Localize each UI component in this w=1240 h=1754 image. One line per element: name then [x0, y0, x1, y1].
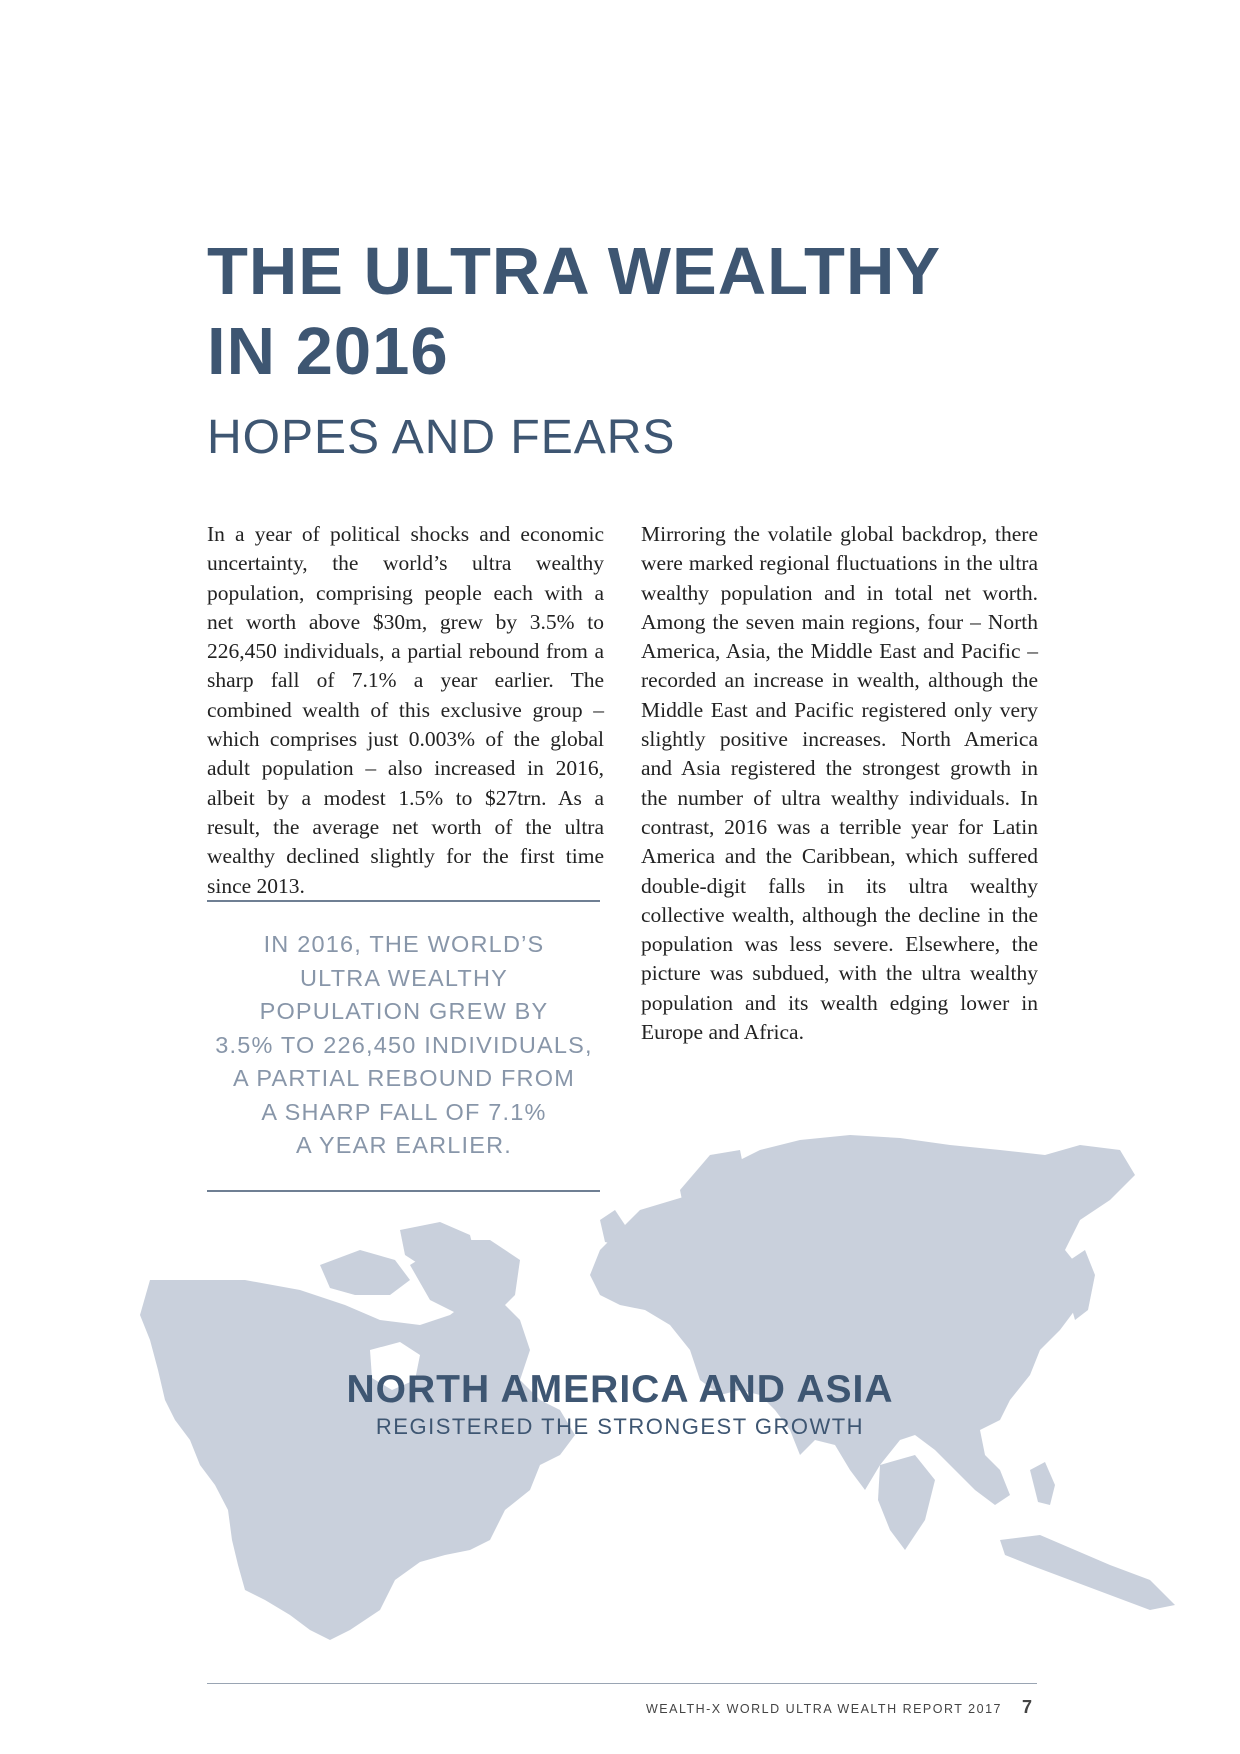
map-title: NORTH AMERICA AND ASIA	[346, 1368, 894, 1411]
map-arctic-islands-shape	[320, 1250, 410, 1295]
footer-report-name: WEALTH-X WORLD ULTRA WEALTH REPORT 2017	[645, 1702, 1002, 1716]
map-india-shape	[878, 1455, 935, 1550]
pull-quote-line: A YEAR EARLIER.	[295, 1132, 513, 1158]
footer-rule	[207, 1683, 1037, 1684]
page-number: 7	[1022, 1697, 1033, 1717]
page-subtitle: HOPES AND FEARS	[207, 411, 676, 464]
pull-quote-line: 3.5% TO 226,450 INDIVIDUALS,	[215, 1031, 593, 1058]
page-title	[207, 232, 941, 392]
body-text-left: In a year of political shocks and economic uncertainty, the world’s ultra wealthy population, comprising people each with a net worth above $30m, grew by 3.5% to 226,450 individuals, a partial rebound from a sharp fall of 7.1% a year earlier. The combined wealth of this exclusive group – which comprises just 0.003% of the global adult population – also increased in 2016, albeit by a modest 1.5% to $27trn. As a result, the average net worth of the ultra wealthy declined slightly for the first time since 2013.	[207, 522, 604, 898]
body-text-right: Mirroring the volatile global backdrop, there were marked regional fluctuations in the ultra wealthy population and in total net worth. Among the seven main regions, four – North America, Asia, the Middle East and Pacific – recorded an increase in wealth, although the Middle East and Pacific registered only very slightly positive increases. North America and Asia registered the strongest growth in the number of ultra wealthy individuals. In contrast, 2016 was a terrible year for Latin America and the Caribbean, which suffered double-digit falls in its ultra wealthy collective wealth, although the decline in the population was less severe. Elsewhere, the picture was subdued, with the ultra wealthy population and its wealth edging lower in Europe and Africa.	[641, 522, 1038, 1045]
pull-quote-line: IN 2016, THE WORLD’S	[263, 931, 545, 957]
title-line-2: IN 2016	[207, 314, 449, 389]
map-eurasia-shape	[590, 1135, 1135, 1505]
pull-quote-line: A PARTIAL REBOUND FROM	[233, 1065, 575, 1091]
pull-quote-line: POPULATION GREW BY	[259, 998, 549, 1024]
map-subtitle: REGISTERED THE STRONGEST GROWTH	[375, 1414, 865, 1439]
map-indonesia-shape	[1000, 1535, 1175, 1610]
title-line-1: THE ULTRA WEALTHY	[207, 234, 942, 309]
map-philippines-shape	[1030, 1462, 1055, 1505]
pull-quote-line: A SHARP FALL OF 7.1%	[261, 1098, 547, 1125]
pull-quote-line: ULTRA WEALTHY	[300, 964, 508, 991]
map-north-america-shape	[140, 1280, 575, 1640]
pull-quote-top-rule	[207, 900, 600, 902]
